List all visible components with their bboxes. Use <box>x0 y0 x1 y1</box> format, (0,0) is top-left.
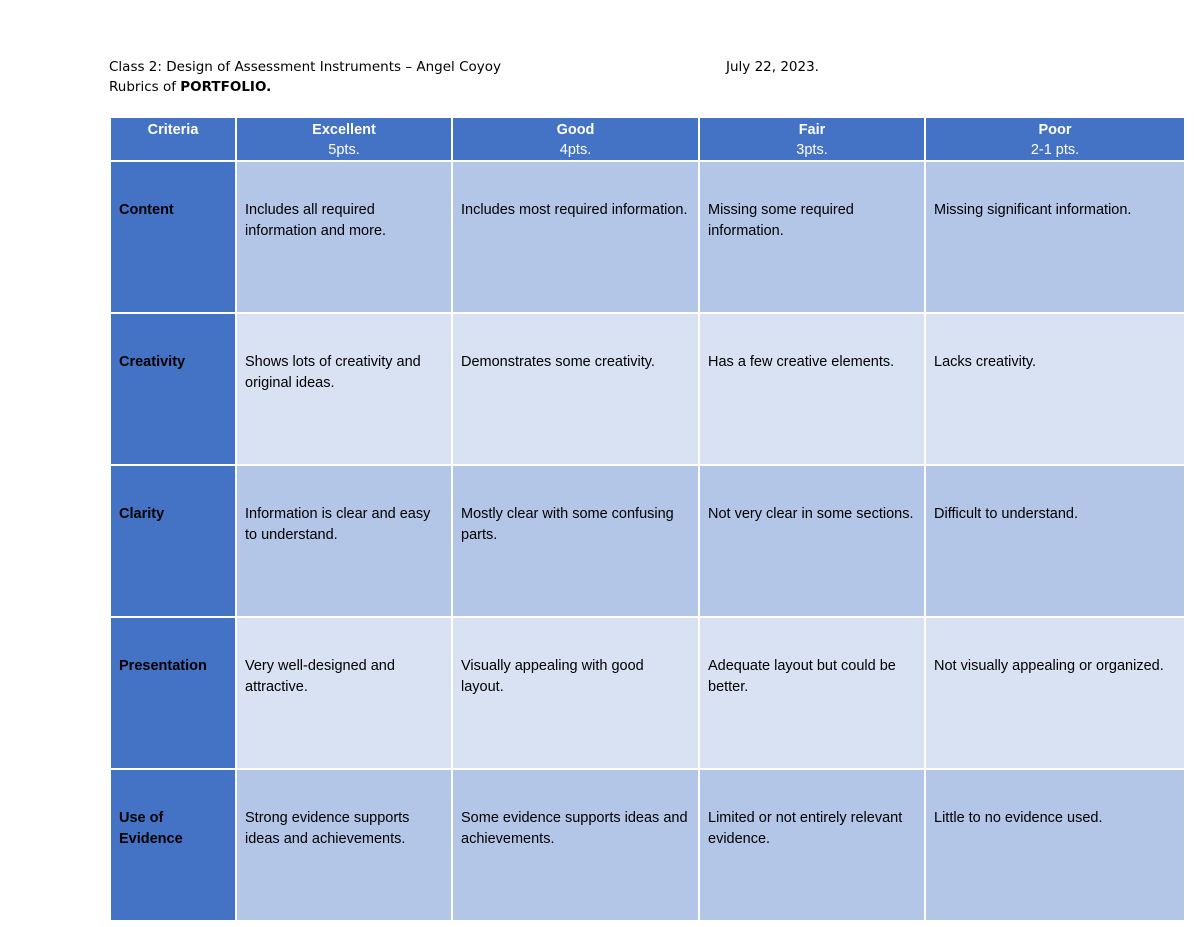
rubric-cell: Mostly clear with some confusing parts. <box>452 465 699 617</box>
column-header-name: Fair <box>798 122 826 138</box>
rubric-cell: Adequate layout but could be better. <box>699 617 925 769</box>
rubric-cell: Not very clear in some sections. <box>699 465 925 617</box>
document-subtitle <box>109 78 271 96</box>
table-row <box>110 769 1185 921</box>
column-header-poor <box>925 117 1185 161</box>
column-header-points: 4pts. <box>559 142 592 158</box>
table-row <box>110 313 1185 465</box>
rubric-cell: Not visually appealing or organized. <box>925 617 1185 769</box>
rubric-cell: Very well-designed and attractive. <box>236 617 452 769</box>
document-title: Class 2: Design of Assessment Instruments – Angel Coyoy <box>109 59 501 75</box>
rubric-cell: Includes all required information and more. <box>236 161 452 313</box>
table-row <box>110 161 1185 313</box>
column-header-points: 2-1 pts. <box>1030 142 1080 158</box>
column-header-fair <box>699 117 925 161</box>
table-row <box>110 465 1185 617</box>
column-header-good <box>452 117 699 161</box>
criterion-cell: Use of Evidence <box>110 769 236 921</box>
rubric-cell: Little to no evidence used. <box>925 769 1185 921</box>
rubric-cell: Visually appealing with good layout. <box>452 617 699 769</box>
column-header-name: Good <box>556 122 595 138</box>
column-header-name: Excellent <box>312 122 376 138</box>
subtitle-prefix: Rubrics of <box>109 79 181 95</box>
document-date: July 22, 2023. <box>726 59 819 75</box>
column-header-name: Poor <box>1038 122 1072 138</box>
column-header-criteria <box>110 117 236 161</box>
rubric-cell: Shows lots of creativity and original ideas. <box>236 313 452 465</box>
rubric-table <box>109 116 1186 922</box>
column-header-points: 5pts. <box>328 142 360 158</box>
rubric-cell: Has a few creative elements. <box>699 313 925 465</box>
criterion-cell: Presentation <box>110 617 236 769</box>
column-header-excellent <box>236 117 452 161</box>
rubric-cell: Includes most required information. <box>452 161 699 313</box>
rubric-cell: Lacks creativity. <box>925 313 1185 465</box>
criterion-cell: Creativity <box>110 313 236 465</box>
criterion-cell: Clarity <box>110 465 236 617</box>
criterion-cell: Content <box>110 161 236 313</box>
rubric-cell: Information is clear and easy to understand. <box>236 465 452 617</box>
rubric-cell: Missing some required information. <box>699 161 925 313</box>
rubric-cell: Some evidence supports ideas and achievements. <box>452 769 699 921</box>
rubric-cell: Difficult to understand. <box>925 465 1185 617</box>
rubric-cell: Strong evidence supports ideas and achievements. <box>236 769 452 921</box>
subtitle-bold: PORTFOLIO. <box>180 79 272 95</box>
column-header-name: Criteria <box>147 122 199 138</box>
rubric-cell: Demonstrates some creativity. <box>452 313 699 465</box>
rubric-cell: Missing significant information. <box>925 161 1185 313</box>
column-header-points: 3pts. <box>796 142 828 158</box>
table-header-row <box>110 117 1185 161</box>
rubric-cell: Limited or not entirely relevant evidence. <box>699 769 925 921</box>
table-row <box>110 617 1185 769</box>
